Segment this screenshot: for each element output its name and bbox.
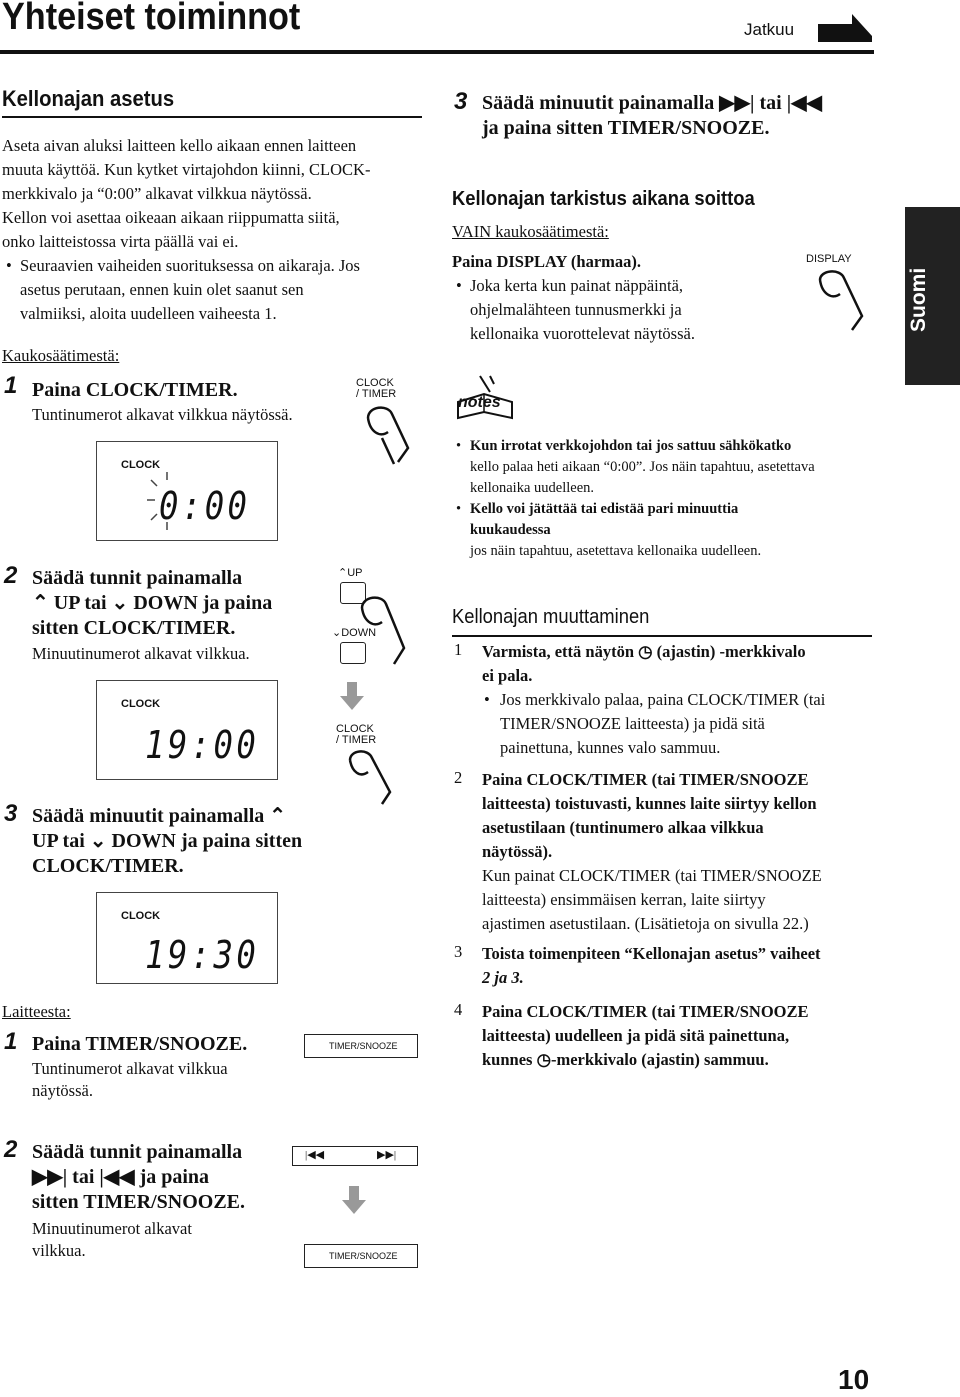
step-number: 3 xyxy=(4,800,18,827)
clock-indicator: CLOCK xyxy=(121,459,161,471)
check-title: Kellonajan tarkistus aikana soittoa xyxy=(452,188,755,210)
change-step-1-bullet: Jos merkkivalo palaa, paina CLOCK/TIMER (tai TIMER/SNOOZE laitteesta) ja pidä sitä painettuna, kunnes valo sammuu. xyxy=(500,690,826,757)
down-arrow-icon xyxy=(342,1186,366,1214)
display-time: 0:00 xyxy=(159,484,251,528)
display-label: DISPLAY xyxy=(806,253,852,265)
blink-rays-icon xyxy=(147,472,187,532)
display-bullet-text: Joka kerta kun painat näppäintä, ohjelmalähteen tunnusmerkki ja kellonaika vuorottelevat näytössä. xyxy=(470,276,695,343)
display-time: 19:00 xyxy=(145,723,260,767)
notes-list: • Kun irrotat verkkojohdon tai jos sattuu sähkökatko kello palaa heti aikaan “0:00”. Jos näin tapahtuu, asetettava kellonaika uudelleen. • Kello voi jätättää tai edistää pari minuuttia kuukaudessa jos näin tapahtuu, asetettava kellonaika uudelleen. xyxy=(456,438,815,559)
finger-press-icon xyxy=(356,590,416,670)
clock-indicator: CLOCK xyxy=(121,698,161,710)
unit-step-2-text: Minuutinumerot alkavat vilkkua. xyxy=(32,1219,192,1260)
step-number: 2 xyxy=(454,768,463,787)
unit-step-2-title: Säädä tunnit painamalla ▶▶| tai |◀◀ ja paina sitten TIMER/SNOOZE. xyxy=(32,1141,245,1213)
display-time: 19:30 xyxy=(145,933,260,977)
down-label: ⌄DOWN xyxy=(332,627,377,639)
bullet-dot: • xyxy=(6,256,12,275)
clock-timer-label: CLOCK / TIMER xyxy=(336,723,377,746)
header-rule xyxy=(0,50,874,54)
clock-timer-label: CLOCK / TIMER xyxy=(356,377,397,400)
prev-icon: |◀◀ xyxy=(99,1166,135,1188)
down-icon: ⌄ xyxy=(111,592,129,614)
section-rule xyxy=(452,635,872,637)
timer-icon: ◷ xyxy=(536,1050,551,1069)
prev-icon: |◀◀ xyxy=(305,1149,325,1161)
section-title-clock-setting: Kellonajan asetus xyxy=(2,86,175,111)
step-3-title: Säädä minuutit painamalla ⌃ UP tai ⌄ DOWN ja paina sitten CLOCK/TIMER. xyxy=(32,805,303,877)
skip-buttons xyxy=(292,1146,418,1166)
step-2-text: Minuutinumerot alkavat vilkkua. xyxy=(32,644,250,663)
timer-icon: ◷ xyxy=(638,642,653,661)
next-icon: ▶▶| xyxy=(377,1149,397,1161)
display-panel xyxy=(96,680,278,780)
unit-step-1-text: Tuntinumerot alkavat vilkkua näytössä. xyxy=(32,1059,228,1100)
remote-heading: Kaukosäätimestä: xyxy=(2,346,120,365)
timer-snooze-button: TIMER/SNOOZE xyxy=(304,1034,418,1058)
change-title: Kellonajan muuttaminen xyxy=(452,606,650,628)
notes-label: notes xyxy=(458,394,501,411)
display-panel xyxy=(96,441,278,541)
section-rule xyxy=(2,116,422,118)
step-2-title: Säädä tunnit painamalla ⌃ UP tai ⌄ DOWN ja paina sitten CLOCK/TIMER. xyxy=(32,567,273,639)
change-step-1-title: Varmista, että näytön ◷ (ajastin) -merkkivalo ei pala. xyxy=(482,642,806,685)
finger-press-icon xyxy=(812,266,872,336)
up-icon: ⌃ xyxy=(269,805,287,827)
step-1-title: Paina CLOCK/TIMER. xyxy=(32,379,238,401)
prev-icon: |◀◀ xyxy=(786,92,822,114)
step-number: 1 xyxy=(454,640,463,659)
finger-press-icon xyxy=(358,398,418,468)
change-step-4-body: Paina CLOCK/TIMER (tai TIMER/SNOOZE laitteesta) uudelleen ja pidä sitä painettuna, kunnes ◷-merkkivalo (ajastin) sammuu. xyxy=(482,1002,809,1069)
continue-label: Jatkuu xyxy=(744,20,795,39)
step-number: 1 xyxy=(4,1028,18,1055)
remote-only-label: VAIN kaukosäätimestä: xyxy=(452,222,609,241)
page-number: 10 xyxy=(838,1364,870,1395)
display-panel xyxy=(96,892,278,984)
down-icon: ⌄ xyxy=(89,830,107,852)
press-display: Paina DISPLAY (harmaa). xyxy=(452,252,642,271)
finger-press-icon xyxy=(342,746,402,806)
clock-indicator: CLOCK xyxy=(121,910,161,922)
unit-step-1-title: Paina TIMER/SNOOZE. xyxy=(32,1033,248,1055)
next-icon: ▶▶| xyxy=(719,92,755,114)
step-number: 1 xyxy=(4,372,18,399)
up-icon: ⌃ xyxy=(32,592,49,614)
timer-snooze-button: TIMER/SNOOZE xyxy=(304,1244,418,1268)
down-arrow-icon xyxy=(340,682,364,710)
bullet-dot: • xyxy=(484,690,490,709)
unit-heading: Laitteesta: xyxy=(2,1002,71,1021)
language-tab: Suomi xyxy=(905,207,960,385)
step-number: 3 xyxy=(454,942,463,961)
continue-arrow-icon xyxy=(818,12,874,42)
step-number: 2 xyxy=(4,562,18,589)
right-step-3-title: Säädä minuutit painamalla ▶▶| tai |◀◀ ja paina sitten TIMER/SNOOZE. xyxy=(482,92,822,139)
bullet-text: Seuraavien vaiheiden suorituksessa on aikaraja. Jos asetus perutaan, ennen kuin olet saanut sen valmiiksi, aloita uudelleen vaiheesta 1. xyxy=(20,256,360,323)
step-number: 4 xyxy=(454,1000,463,1019)
intro-text: Aseta aivan aluksi laitteen kello aikaan ennen laitteen muuta käyttöä. Kun kytket virtajohdon kiinni, CLOCK- merkkivalo ja “0:00” alkavat vilkkua näytössä. Kellon voi asettaa oikeaan aikaan riippumatta siitä, onko laitteistossa virta päällä vai ei. xyxy=(2,136,371,251)
bullet-dot: • xyxy=(456,276,462,295)
next-icon: ▶▶| xyxy=(32,1166,68,1188)
change-step-3-body: Toista toimenpiteen “Kellonajan asetus” vaiheet 2 ja 3. xyxy=(482,944,821,987)
up-label: ⌃UP xyxy=(338,567,363,579)
step-number: 2 xyxy=(4,1136,18,1163)
step-number: 3 xyxy=(454,88,468,115)
step-1-text: Tuntinumerot alkavat vilkkua näytössä. xyxy=(32,405,293,424)
page-title: Yhteiset toiminnot xyxy=(2,0,301,38)
change-step-2-body: Paina CLOCK/TIMER (tai TIMER/SNOOZE laitteesta) toistuvasti, kunnes laite siirtyy kellon asetustilaan (tuntinumero alkaa vilkkua näytössä). Kun painat CLOCK/TIMER (tai TIMER/SNOOZE laitteesta) ensimmäisen kerran, laite siirtyy ajastimen asetustilaan. (Lisätietoja on sivulla 22.) xyxy=(482,770,822,933)
